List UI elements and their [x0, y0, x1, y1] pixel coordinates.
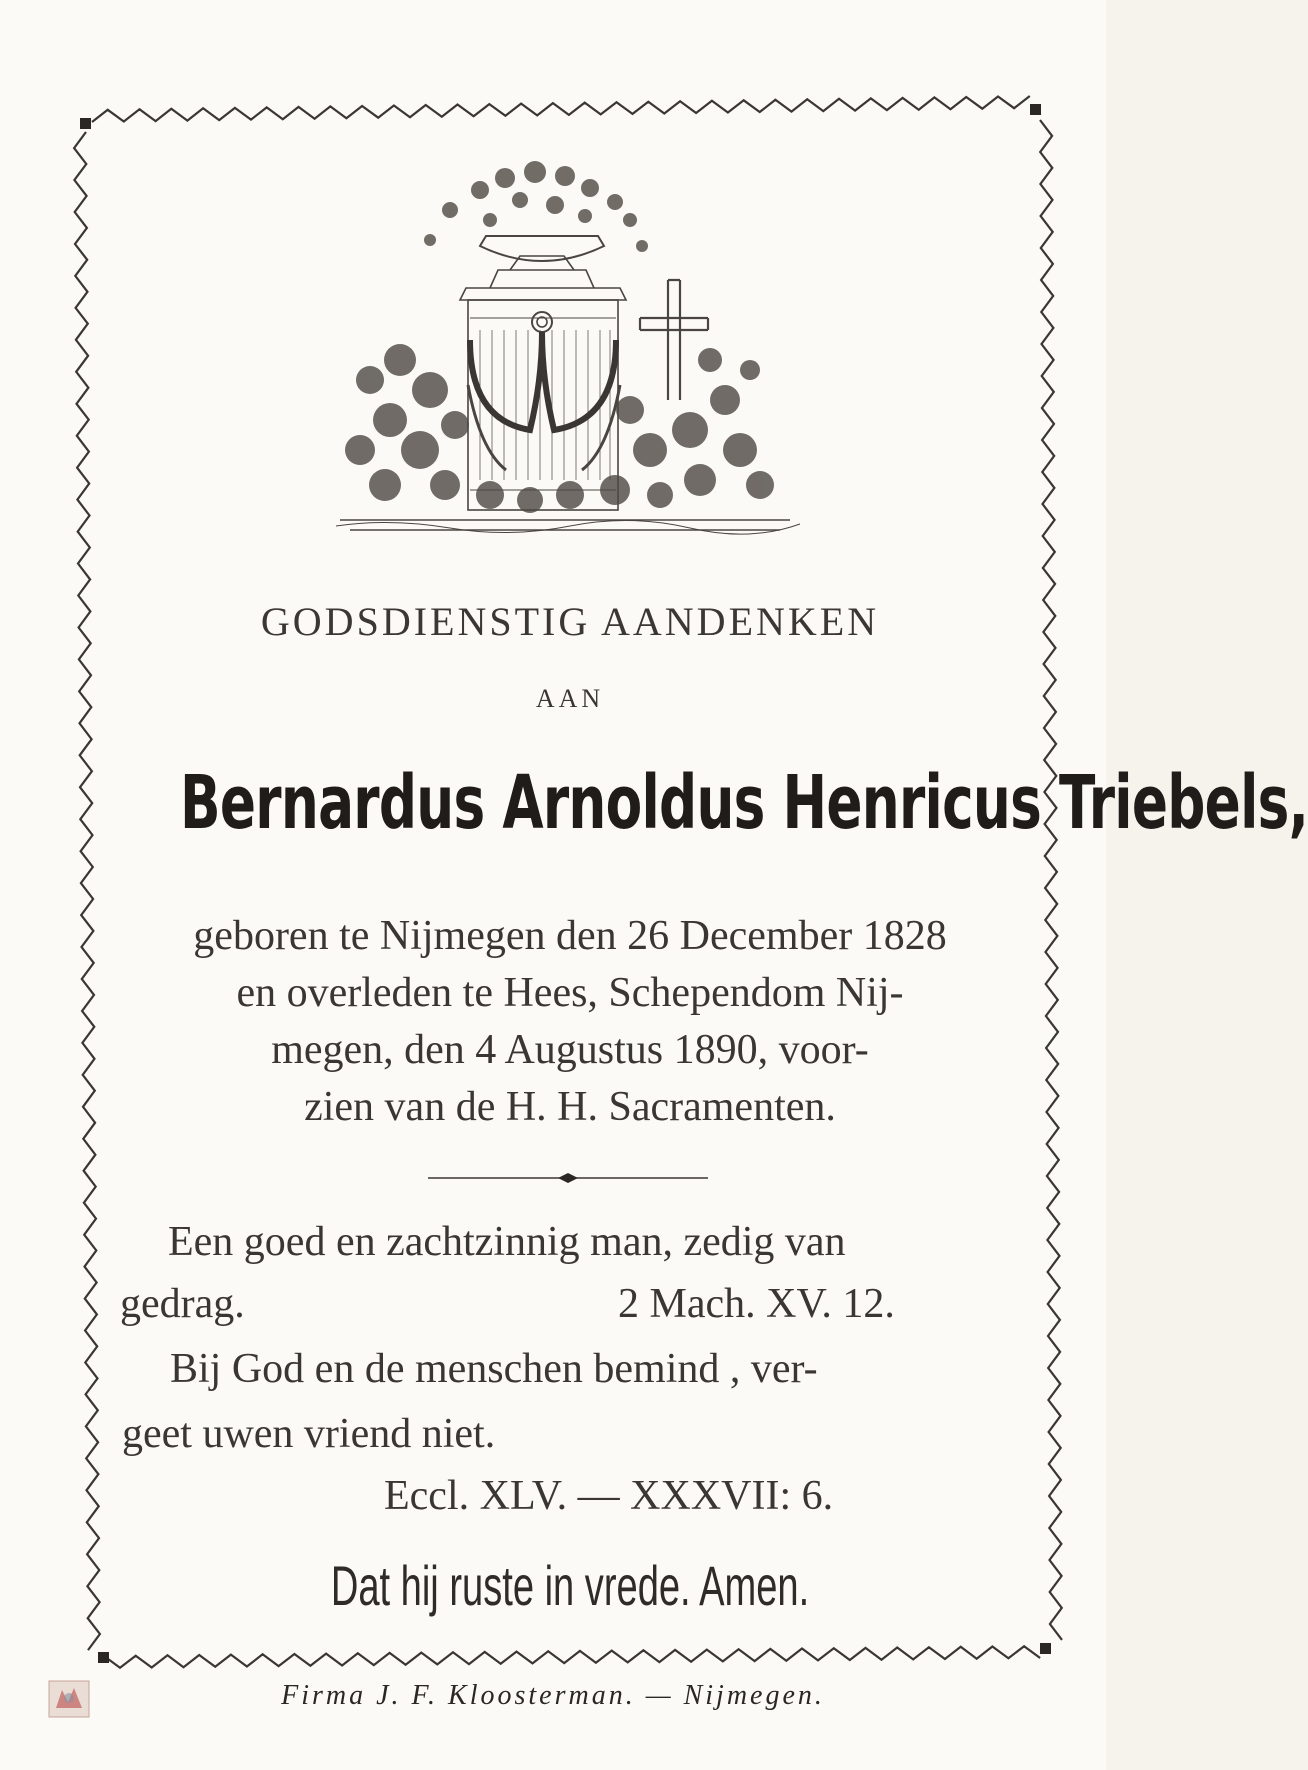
quote-2-reference: Eccl. XLV. — XXXVII: 6. — [384, 1473, 834, 1519]
biography-line: zien van de H. H. Sacramenten. — [304, 1084, 836, 1130]
biography — [110, 908, 1030, 1136]
quote-1-line-1: Een goed en zachtzinnig man, zedig van — [168, 1219, 846, 1265]
closing-prayer: Dat hij ruste in vrede. Amen. — [330, 1554, 810, 1617]
biography-line: geboren te Nijmegen den 26 December 1828 — [193, 913, 947, 959]
printer-imprint: Firma J. F. Kloosterman. — Nijmegen. — [281, 1680, 825, 1711]
biography-line: en overleden te Hees, Schependom Nij- — [236, 970, 904, 1016]
card-subheading: AAN — [535, 684, 605, 713]
biography-line: megen, den 4 Augustus 1890, voor- — [271, 1027, 869, 1073]
ornamental-divider — [428, 1170, 708, 1186]
card-heading: GODSDIENSTIG AANDENKEN — [260, 599, 880, 644]
quote-2-line-2: geet uwen vriend niet. — [122, 1411, 496, 1457]
quote-2-line-1: Bij God en de menschen bemind , ver- — [170, 1346, 818, 1392]
quote-1-reference: 2 Mach. XV. 12. — [618, 1281, 895, 1327]
quote-1-line-2: gedrag. — [120, 1281, 245, 1327]
deceased-name: Bernardus Arnoldus Henricus Triebels, — [180, 760, 1308, 846]
memorial-urn-with-cross-icon — [330, 150, 810, 570]
